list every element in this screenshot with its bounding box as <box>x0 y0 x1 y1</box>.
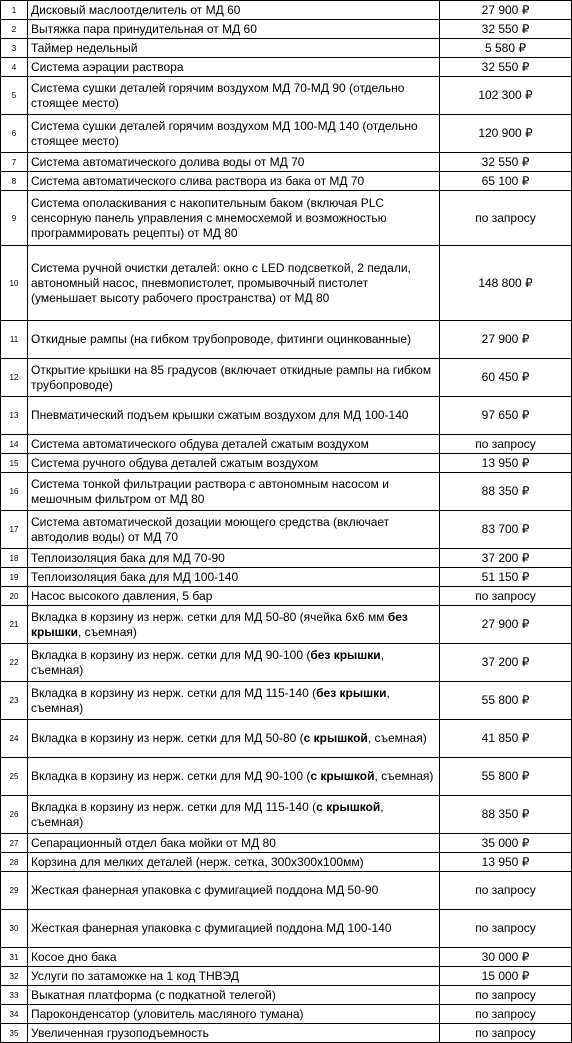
description-bold-text: без крышки <box>31 609 408 639</box>
row-number: 11 <box>1 321 28 359</box>
table-row <box>1 853 572 872</box>
row-number: 16 <box>1 473 28 511</box>
row-description <box>28 796 440 834</box>
table-row <box>1 321 572 359</box>
description-text: Вытяжка пара принудительная от МД 60 <box>31 21 257 36</box>
description-text: , съемная) <box>77 624 137 639</box>
row-number: 23 <box>1 682 28 720</box>
row-number: 15 <box>1 454 28 473</box>
description-text: Система тонкой фильтрации раствора с автономным насосом и мешочным фильтром от МД 80 <box>31 476 389 506</box>
row-description <box>28 606 440 644</box>
row-number: 32 <box>1 967 28 986</box>
row-number: 9 <box>1 191 28 246</box>
row-description <box>28 359 440 397</box>
row-price: 37 200 ₽ <box>440 644 572 682</box>
row-description <box>28 397 440 435</box>
row-description <box>28 1024 440 1043</box>
description-text: Дисковый маслоотделитель от МД 60 <box>31 2 241 17</box>
row-price: 13 950 ₽ <box>440 454 572 473</box>
row-description <box>28 435 440 454</box>
description-text: Жесткая фанерная упаковка с фумигацией поддона МД 100-140 <box>31 921 392 935</box>
row-number: 19 <box>1 568 28 587</box>
table-row <box>1 153 572 172</box>
description-bold-text: с крышкой <box>303 731 368 745</box>
description-text: Система ополаскивания с накопительным баком (включая PLC сенсорную панель управления с мнемосхемой и возможностью программировать рецепты) от МД 80 <box>31 195 387 240</box>
row-description <box>28 967 440 986</box>
table-row <box>1 967 572 986</box>
description-text: Корзина для мелких деталей (нерж. сетка, 300х300х100мм) <box>31 854 364 869</box>
description-text: Открытие крышки на 85 градусов (включает откидные рампы на гибком трубопроводе) <box>31 362 432 392</box>
table-row <box>1 511 572 549</box>
table-row <box>1 587 572 606</box>
description-text: , съемная) <box>374 769 434 783</box>
table-row <box>1 39 572 58</box>
table-row <box>1 1 572 20</box>
description-text: Насос высокого давления, 5 бар <box>31 588 213 603</box>
description-text: , съемная) <box>367 731 427 745</box>
table-row <box>1 454 572 473</box>
description-text: , съемная) <box>31 685 390 715</box>
row-number: 7 <box>1 153 28 172</box>
row-description <box>28 20 440 39</box>
row-price: по запросу <box>440 191 572 246</box>
row-number: 2 <box>1 20 28 39</box>
description-text: Система сушки деталей горячим воздухом МД 100-МД 140 (отдельно стоящее место) <box>31 118 418 148</box>
row-description <box>28 1005 440 1024</box>
row-description <box>28 321 440 359</box>
row-number: 10 <box>1 246 28 321</box>
row-description <box>28 246 440 321</box>
row-price: 32 550 ₽ <box>440 153 572 172</box>
table-row <box>1 397 572 435</box>
row-number: 29 <box>1 872 28 910</box>
description-text: Система автоматического долива воды от МД 70 <box>31 154 305 169</box>
row-price: 88 350 ₽ <box>440 473 572 511</box>
row-price: 41 850 ₽ <box>440 720 572 758</box>
row-description <box>28 39 440 58</box>
table-row <box>1 246 572 321</box>
table-row <box>1 359 572 397</box>
price-table-body <box>1 1 572 1043</box>
description-bold-text: без крышки <box>316 685 387 700</box>
row-number: 18 <box>1 549 28 568</box>
row-description <box>28 872 440 910</box>
description-text: Жесткая фанерная упаковка с фумигацией поддона МД 50-90 <box>31 883 379 897</box>
row-price: 88 350 ₽ <box>440 796 572 834</box>
row-description <box>28 568 440 587</box>
description-text: Услуги по затаможке на 1 код ТНВЭД <box>31 968 240 983</box>
row-price: 55 800 ₽ <box>440 682 572 720</box>
row-description <box>28 587 440 606</box>
description-text: Система ручной очистки деталей: окно с LED подсветкой, 2 педали, автономный насос, пневмопистолет, промывочный пистолет (уменьшает высоту рабочего пространства) от МД 80 <box>31 260 411 305</box>
description-text: Теплоизоляция бака для МД 100-140 <box>31 569 239 584</box>
table-row <box>1 58 572 77</box>
table-row <box>1 473 572 511</box>
row-description <box>28 473 440 511</box>
row-price: 148 800 ₽ <box>440 246 572 321</box>
row-number: 24 <box>1 720 28 758</box>
row-number: 27 <box>1 834 28 853</box>
row-number: 12 <box>1 359 28 397</box>
table-row <box>1 115 572 153</box>
row-number: 26 <box>1 796 28 834</box>
table-row <box>1 720 572 758</box>
row-number: 28 <box>1 853 28 872</box>
row-description <box>28 758 440 796</box>
row-price: 15 000 ₽ <box>440 967 572 986</box>
table-row <box>1 834 572 853</box>
row-description <box>28 454 440 473</box>
table-row <box>1 1024 572 1043</box>
row-price: 120 900 ₽ <box>440 115 572 153</box>
row-number: 34 <box>1 1005 28 1024</box>
description-text: Вкладка в корзину из нерж. сетки для МД 50-80 (ячейка 6х6 мм <box>31 609 388 624</box>
table-row <box>1 910 572 948</box>
description-text: Пароконденсатор (уловитель масляного тумана) <box>31 1006 304 1021</box>
row-price: по запросу <box>440 986 572 1005</box>
description-bold-text: без крышки <box>310 647 381 662</box>
row-number: 33 <box>1 986 28 1005</box>
row-description <box>28 682 440 720</box>
description-text: Система ручного обдува деталей сжатым воздухом <box>31 455 319 470</box>
row-price: 60 450 ₽ <box>440 359 572 397</box>
row-number: 13 <box>1 397 28 435</box>
table-row <box>1 758 572 796</box>
row-price: 27 900 ₽ <box>440 606 572 644</box>
description-text: , съемная) <box>31 799 384 829</box>
table-row <box>1 172 572 191</box>
row-price: 97 650 ₽ <box>440 397 572 435</box>
description-text: Пневматический подъем крышки сжатым воздухом для МД 100-140 <box>31 408 409 422</box>
table-row <box>1 20 572 39</box>
row-description <box>28 1 440 20</box>
row-price: по запросу <box>440 587 572 606</box>
table-row <box>1 986 572 1005</box>
row-price: 35 000 ₽ <box>440 834 572 853</box>
table-row <box>1 191 572 246</box>
row-description <box>28 644 440 682</box>
description-text: Откидные рампы (на гибком трубопроводе, фитинги оцинкованные) <box>31 332 412 346</box>
table-row <box>1 77 572 115</box>
table-row <box>1 682 572 720</box>
row-price: 55 800 ₽ <box>440 758 572 796</box>
table-row <box>1 606 572 644</box>
table-row <box>1 1005 572 1024</box>
description-text: Вкладка в корзину из нерж. сетки для МД 50-80 ( <box>31 731 304 745</box>
row-number: 31 <box>1 948 28 967</box>
table-row <box>1 568 572 587</box>
description-text: Вкладка в корзину из нерж. сетки для МД 90-100 ( <box>31 769 311 783</box>
row-number: 5 <box>1 77 28 115</box>
description-text: Система автоматического слива раствора из бака от МД 70 <box>31 173 365 188</box>
row-description <box>28 549 440 568</box>
table-row <box>1 872 572 910</box>
description-text: Увеличенная грузоподъемность <box>31 1025 209 1040</box>
description-text: Теплоизоляция бака для МД 70-90 <box>31 550 225 565</box>
row-description <box>28 511 440 549</box>
row-description <box>28 191 440 246</box>
row-price: 51 150 ₽ <box>440 568 572 587</box>
row-description <box>28 948 440 967</box>
description-text: Выкатная платформа (с подкатной телегой) <box>31 987 276 1002</box>
row-price: 27 900 ₽ <box>440 1 572 20</box>
row-description <box>28 172 440 191</box>
row-price: 30 000 ₽ <box>440 948 572 967</box>
row-price: 102 300 ₽ <box>440 77 572 115</box>
description-text: Система автоматической дозации моющего средства (включает автодолив воды) от МД 70 <box>31 514 390 544</box>
row-number: 4 <box>1 58 28 77</box>
row-price: 32 550 ₽ <box>440 20 572 39</box>
description-text: Система сушки деталей горячим воздухом МД 70-МД 90 (отдельно стоящее место) <box>31 80 405 110</box>
description-text: Вкладка в корзину из нерж. сетки для МД 90-100 ( <box>31 647 311 662</box>
row-price: 83 700 ₽ <box>440 511 572 549</box>
row-price: по запросу <box>440 435 572 454</box>
row-price: по запросу <box>440 1024 572 1043</box>
description-text: Косое дно бака <box>31 949 117 964</box>
row-number: 6 <box>1 115 28 153</box>
row-description <box>28 153 440 172</box>
description-text: Вкладка в корзину из нерж. сетки для МД 115-140 ( <box>31 685 317 700</box>
row-price: 13 950 ₽ <box>440 853 572 872</box>
row-description <box>28 853 440 872</box>
row-number: 21 <box>1 606 28 644</box>
row-number: 25 <box>1 758 28 796</box>
row-number: 20 <box>1 587 28 606</box>
table-row <box>1 435 572 454</box>
row-number: 14 <box>1 435 28 454</box>
row-price: 32 550 ₽ <box>440 58 572 77</box>
row-price: 5 580 ₽ <box>440 39 572 58</box>
row-number: 22 <box>1 644 28 682</box>
row-price: 37 200 ₽ <box>440 549 572 568</box>
row-number: 30 <box>1 910 28 948</box>
description-text: Система автоматического обдува деталей сжатым воздухом <box>31 436 369 451</box>
row-description <box>28 77 440 115</box>
row-description <box>28 115 440 153</box>
row-price: по запросу <box>440 910 572 948</box>
table-row <box>1 796 572 834</box>
row-number: 1 <box>1 1 28 20</box>
description-text: Таймер недельный <box>31 40 138 55</box>
row-number: 3 <box>1 39 28 58</box>
row-number: 8 <box>1 172 28 191</box>
description-text: Система аэрации раствора <box>31 59 184 74</box>
table-row <box>1 948 572 967</box>
row-price: по запросу <box>440 1005 572 1024</box>
description-text: , съемная) <box>31 647 385 677</box>
row-price: 27 900 ₽ <box>440 321 572 359</box>
description-bold-text: с крышкой <box>310 769 375 783</box>
row-description <box>28 720 440 758</box>
row-number: 17 <box>1 511 28 549</box>
description-text: Сепарационный отдел бака мойки от МД 80 <box>31 835 276 850</box>
row-description <box>28 58 440 77</box>
table-row <box>1 644 572 682</box>
description-bold-text: с крышкой <box>316 799 381 814</box>
table-row <box>1 549 572 568</box>
row-description <box>28 986 440 1005</box>
row-description <box>28 834 440 853</box>
row-price: по запросу <box>440 872 572 910</box>
row-description <box>28 910 440 948</box>
row-number: 35 <box>1 1024 28 1043</box>
description-text: Вкладка в корзину из нерж. сетки для МД 115-140 ( <box>31 799 317 814</box>
row-price: 65 100 ₽ <box>440 172 572 191</box>
